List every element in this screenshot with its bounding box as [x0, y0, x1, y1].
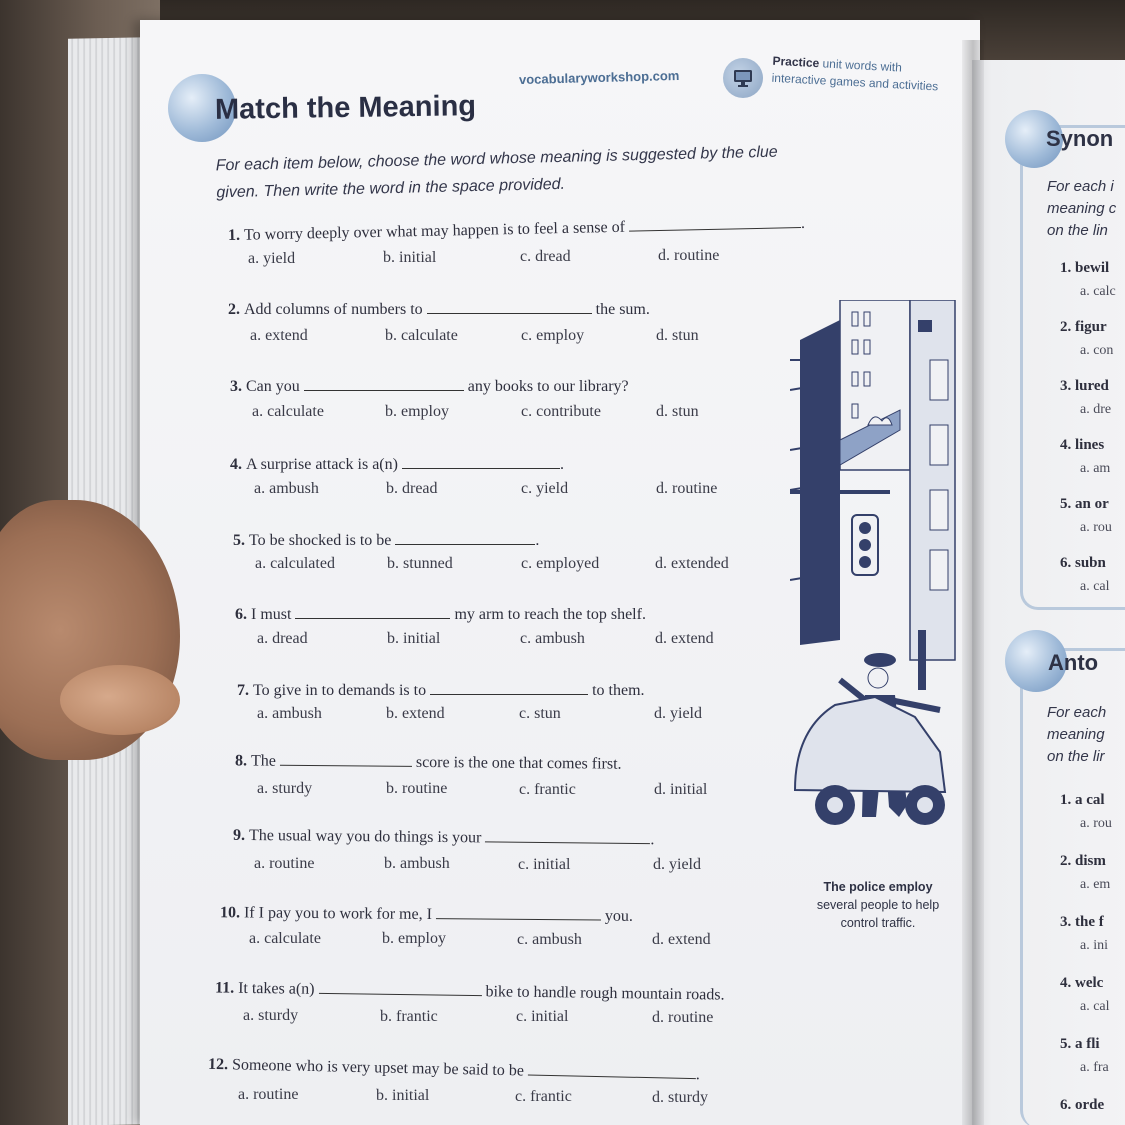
antonyms-item-choice: a. fra: [1080, 1060, 1109, 1075]
answer-choice[interactable]: a. ambush: [257, 705, 322, 722]
question-text-after: to them.: [588, 682, 645, 699]
practice-bold: Practice: [772, 53, 820, 71]
question-text-before: A surprise attack is a(n): [246, 456, 402, 473]
question-text-after: the sum.: [591, 301, 650, 318]
question-text-after: score is the one that comes first.: [411, 753, 622, 773]
question-number: 12.: [207, 1055, 233, 1074]
antonyms-item-choice: a. ini: [1080, 938, 1108, 953]
answer-choice[interactable]: a. ambush: [254, 480, 319, 497]
question-3: [230, 377, 629, 396]
question-number: 6.: [235, 606, 251, 623]
synonyms-item: 6. subn: [1060, 555, 1106, 571]
antonyms-item: 1. a cal: [1060, 792, 1105, 808]
question-text-after: .: [650, 831, 655, 849]
answer-choice[interactable]: b. dread: [386, 480, 438, 497]
question-2: [228, 300, 650, 319]
answer-choice[interactable]: c. frantic: [519, 780, 576, 798]
question-number: 8.: [234, 752, 252, 770]
answer-blank[interactable]: [402, 455, 560, 469]
question-text-before: It takes a(n): [238, 979, 319, 998]
question-text-before: If I pay you to work for me, I: [243, 904, 437, 924]
illustration-caption: [798, 878, 958, 932]
answer-choice[interactable]: b. initial: [376, 1086, 430, 1104]
answer-choice[interactable]: c. ambush: [520, 630, 585, 647]
antonyms-instruction-line: meaning: [1047, 726, 1105, 743]
caption-bold: The police employ: [823, 880, 933, 894]
question-number: 11.: [214, 979, 239, 997]
antonyms-item-choice: a. cal: [1080, 999, 1110, 1014]
answer-choice[interactable]: a. routine: [238, 1086, 299, 1103]
question-text-before: I must: [251, 606, 296, 623]
question-number: 5.: [233, 532, 249, 549]
answer-choice[interactable]: c. frantic: [515, 1087, 572, 1105]
antonyms-instruction-line: on the lir: [1047, 748, 1105, 765]
answer-choice[interactable]: a. sturdy: [257, 780, 313, 797]
answer-choice[interactable]: b. employ: [382, 930, 446, 948]
answer-choice[interactable]: b. ambush: [384, 855, 450, 873]
answer-choice[interactable]: d. yield: [654, 705, 702, 722]
answer-choice[interactable]: b. extend: [386, 705, 445, 722]
synonyms-item: 2. figur: [1060, 319, 1107, 335]
answer-choice[interactable]: d. routine: [658, 247, 720, 265]
answer-choice[interactable]: a. sturdy: [243, 1007, 299, 1024]
answer-choice[interactable]: c. employ: [521, 327, 585, 344]
answer-choice[interactable]: d. yield: [653, 856, 701, 874]
answer-blank[interactable]: [485, 828, 650, 844]
answer-choice[interactable]: d. sturdy: [652, 1088, 708, 1106]
synonyms-item-choice: a. con: [1080, 343, 1114, 358]
question-number: 1.: [227, 226, 245, 245]
answer-blank[interactable]: [427, 300, 592, 314]
answer-choice[interactable]: b. stunned: [387, 555, 453, 572]
answer-choice[interactable]: b. initial: [387, 630, 441, 647]
answer-choice[interactable]: d. extended: [655, 555, 729, 572]
question-8: [235, 751, 622, 773]
question-number: 7.: [237, 682, 253, 699]
answer-choice[interactable]: b. routine: [386, 780, 448, 798]
answer-choice[interactable]: a. calculated: [255, 555, 335, 572]
question-text-after: .: [535, 532, 540, 549]
antonyms-item-choice: a. em: [1080, 877, 1111, 892]
antonyms-item: 3. the f: [1060, 914, 1104, 930]
synonyms-instruction-line: on the lin: [1047, 222, 1108, 239]
answer-choice[interactable]: c. dread: [520, 248, 571, 266]
question-5: [233, 531, 539, 550]
answer-choice[interactable]: b. employ: [385, 403, 449, 420]
question-text-before: To give in to demands is to: [253, 682, 431, 699]
synonyms-item: 1. bewil: [1060, 260, 1110, 276]
book-gutter: [962, 40, 984, 1125]
answer-blank[interactable]: [295, 605, 450, 619]
question-text-before: To be shocked is to be: [249, 532, 396, 549]
question-text-after: .: [695, 1066, 701, 1084]
answer-choice[interactable]: d. stun: [656, 327, 699, 344]
answer-blank[interactable]: [436, 905, 601, 920]
synonyms-instruction-line: meaning c: [1047, 200, 1117, 217]
practice-line2: interactive games and activities: [771, 70, 939, 94]
question-number: 10.: [219, 904, 245, 922]
answer-blank[interactable]: [629, 214, 801, 232]
synonyms-item-choice: a. dre: [1080, 402, 1112, 417]
question-6: [235, 605, 646, 624]
answer-choice[interactable]: b. initial: [383, 249, 437, 267]
answer-choice[interactable]: c. yield: [521, 480, 569, 497]
question-text-before: To worry deeply over what may happen is to feel a sense of: [243, 218, 630, 244]
synonyms-item-choice: a. calc: [1080, 284, 1116, 299]
synonyms-instruction-line: For each i: [1047, 178, 1114, 195]
question-4: [230, 455, 564, 474]
question-text-before: The usual way you do things is your: [248, 826, 486, 847]
question-text-after: any books to our library?: [463, 378, 629, 395]
answer-choice[interactable]: a. yield: [248, 250, 296, 267]
caption-rest: several people to help control traffic.: [816, 898, 940, 930]
answer-choice[interactable]: c. employed: [521, 555, 600, 572]
synonyms-item: 4. lines: [1060, 437, 1105, 453]
question-7: [237, 681, 645, 700]
question-number: 2.: [228, 301, 244, 318]
antonyms-title: Anto: [1048, 650, 1099, 675]
thumb: [60, 665, 180, 735]
question-10: [220, 903, 633, 926]
synonyms-item: 5. an or: [1060, 496, 1109, 512]
question-text-after: my arm to reach the top shelf.: [450, 606, 646, 623]
answer-blank[interactable]: [395, 531, 535, 545]
answer-choice[interactable]: b. calculate: [385, 327, 458, 344]
question-text-before: The: [250, 752, 280, 770]
instructions: For each item below, choose the word whose meaning is suggested by the clue given. Then write the word in the space provided.: [215, 143, 778, 202]
question-text-before: Add columns of numbers to: [244, 301, 427, 318]
answer-choice[interactable]: d. extend: [652, 931, 711, 949]
question-number: 3.: [230, 378, 246, 395]
synonyms-item: 3. lured: [1060, 378, 1109, 394]
answer-choice[interactable]: d. routine: [656, 480, 718, 497]
antonyms-item: 2. dism: [1060, 853, 1106, 869]
answer-blank[interactable]: [430, 681, 588, 695]
question-number: 9.: [232, 826, 250, 844]
answer-choice[interactable]: a. routine: [254, 855, 315, 872]
synonyms-item-choice: a. rou: [1080, 520, 1112, 535]
synonyms-item-choice: a. cal: [1080, 579, 1110, 594]
answer-choice[interactable]: c. initial: [518, 855, 571, 873]
practice-line1-rest: unit words with: [818, 56, 903, 75]
answer-blank[interactable]: [280, 752, 412, 767]
answer-choice[interactable]: a. dread: [257, 630, 308, 647]
synonyms-item-choice: a. am: [1080, 461, 1111, 476]
answer-choice[interactable]: d. extend: [655, 630, 714, 647]
question-text-after: .: [800, 214, 806, 233]
computer-monitor-icon: [723, 58, 763, 98]
answer-choice[interactable]: d. routine: [652, 1008, 714, 1026]
answer-blank[interactable]: [304, 377, 464, 391]
answer-choice[interactable]: b. frantic: [380, 1007, 438, 1025]
answer-blank[interactable]: [528, 1062, 696, 1080]
antonyms-item: 5. a fli: [1060, 1036, 1100, 1052]
answer-choice[interactable]: c. ambush: [517, 930, 582, 948]
antonyms-instruction-line: For each: [1047, 704, 1107, 721]
antonyms-item: 6. orde: [1060, 1097, 1105, 1113]
answer-choice[interactable]: d. stun: [656, 403, 699, 420]
answer-choice[interactable]: a. extend: [250, 327, 308, 344]
answer-blank[interactable]: [318, 980, 481, 996]
answer-choice[interactable]: d. initial: [654, 781, 708, 799]
question-text-after: bike to handle rough mountain roads.: [481, 983, 725, 1004]
answer-choice[interactable]: c. initial: [516, 1008, 569, 1026]
question-text-after: .: [559, 456, 564, 473]
answer-choice[interactable]: a. calculate: [252, 403, 324, 420]
synonyms-title: Synon: [1046, 126, 1114, 151]
question-text-before: Someone who is very upset may be said to be: [231, 1056, 529, 1080]
question-text-after: you.: [600, 907, 634, 925]
answer-choice[interactable]: c. contribute: [521, 403, 601, 420]
page-title: Match the Meaning: [214, 90, 477, 126]
question-text-before: Can you: [246, 378, 304, 395]
answer-choice[interactable]: c. stun: [519, 705, 561, 722]
antonyms-item-choice: a. rou: [1080, 816, 1112, 831]
website-link: vocabularyworkshop.com: [518, 67, 680, 88]
question-number: 4.: [230, 456, 246, 473]
police-officer-illustration: [790, 300, 960, 880]
answer-choice[interactable]: a. calculate: [249, 930, 321, 947]
antonyms-item: 4. welc: [1060, 975, 1104, 991]
